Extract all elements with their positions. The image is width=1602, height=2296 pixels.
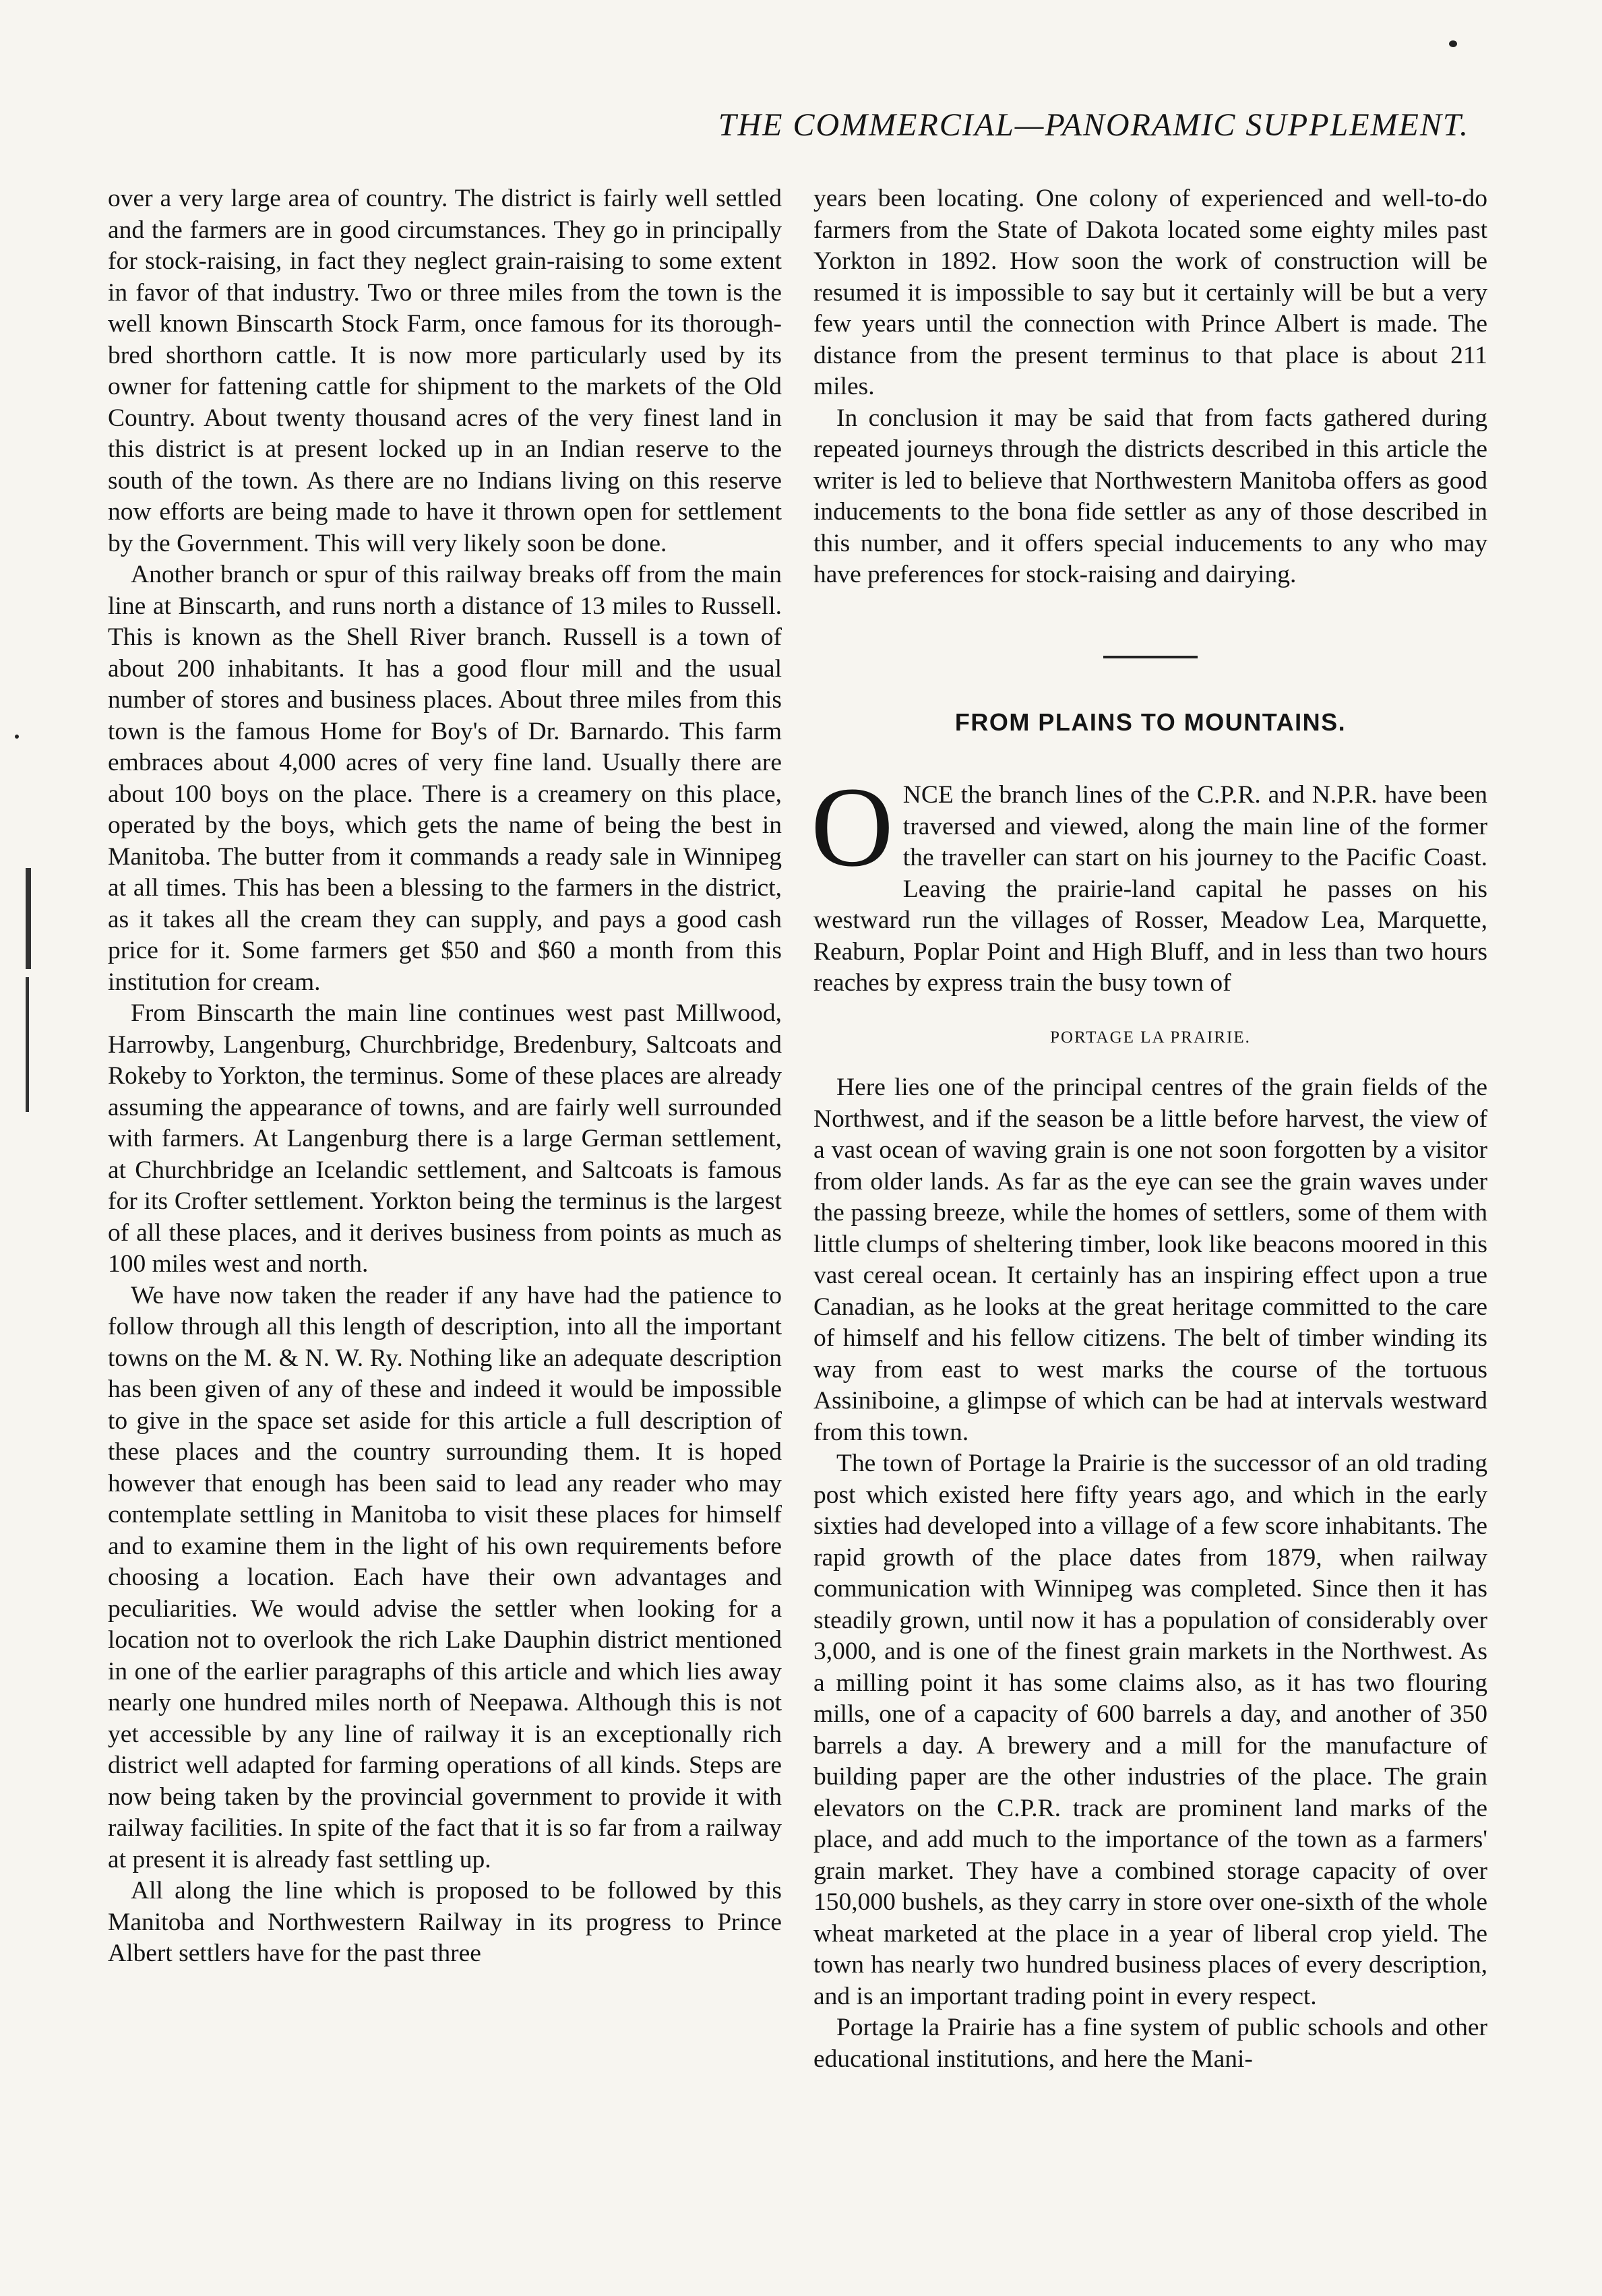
section-title: FROM PLAINS TO MOUNTAINS. — [954, 708, 1347, 736]
paragraph: years been locating. One colony of experienced and well-to-do farmers from the State of Dakota located some eighty miles past Yorkton in 1892. How soon the work of construction will be resumed it is impossible to say but it certainly will be but a very few years until the connection with Prince Albert is made. The distance from the present terminus to that place is about 211 miles. — [813, 185, 1487, 400]
intro-paragraph — [811, 764, 1487, 999]
ink-speck — [1449, 40, 1457, 47]
paragraph: We have now taken the reader if any have had the patience to follow through all this length of description, into all the important towns on the M. & N. W. Ry. Nothing like an adequate description has been given of any of these and indeed it would be impossible to give in the space set aside for this article a full description of these places and the country surrounding them. It is hoped however that enough has been said to lead any reader who may contemplate settling in Manitoba to visit these places for himself and to examine them in the light of his own requirements before choosing a location. Each have their own advantages and peculiarities. We would advise the settler when looking for a location not to overlook the rich Lake Dauphin district mentioned in one of the earlier paragraphs of this article and which lies away nearly one hundred miles north of Neepawa. Although this is not yet accessible by any line of railway it is an exceptionally rich district well adapted for farming operations of all kinds. Steps are now being taken by the provincial government to provide it with railway facilities. In spite of the fact that it is so far from a railway at present it is already fast settling up. — [108, 1281, 782, 1873]
paragraph: Another branch or spur of this railway breaks off from the main line at Binscarth, and runs north a distance of 13 miles to Russell. This is known as the Shell River branch. Russell is a town of about 200 inhabitants. It has a good flour mill and the usual number of stores and business places. About three miles from this town is the famous Home for Boy's of Dr. Barnardo. This farm embraces about 4,000 acres of very fine land. Usually there are about 100 boys on the place. There is a creamery on this place, operated by the boys, which gets the name of being the best in Manitoba. The butter from it commands a ready sale in Winnipeg at all times. This has been a blessing to the farmers in the district, as it takes all the cream they can supply, and pays a good cash price for it. Some farmers get $50 and $60 a month from this institution for cream. — [108, 561, 782, 996]
paragraph: over a very large area of country. The district is fairly well settled and the farmers are in good circumstances. They go in principally for stock-raising, in fact they neglect grain-raising to some extent in favor of that industry. Two or three miles from the town is the well known Binscarth Stock Farm, once famous for its thorough-bred shorthorn cattle. It is now more particularly used by its owner for fattening cattle for shipment to the markets of the Old Country. About twenty thousand acres of the very finest land in this district is at present locked up in an Indian reserve to the south of the town. As there are no Indians living on this reserve now efforts are being made to have it thrown open for settlement by the Government. This will very likely soon be done. — [108, 185, 782, 557]
running-head: THE COMMERCIAL—PANORAMIC SUPPLEMENT. — [718, 107, 1469, 143]
ink-speck — [15, 735, 19, 739]
subhead: PORTAGE LA PRAIRIE. — [1050, 1028, 1251, 1047]
right-column — [813, 183, 1487, 2075]
section-divider — [1103, 656, 1198, 658]
paragraph: Portage la Prairie has a fine system of public schools and other educational institutions, and here the Mani- — [813, 2014, 1487, 2073]
margin-scan-mark — [26, 868, 31, 969]
paragraph: In conclusion it may be said that from facts gathered during repeated journeys through the districts described in this article the writer is led to believe that Northwestern Manitoba offers as good inducements to the bona fide settler as any of those described in this number, and it offers special inducements to any who may have preferences for stock-raising and dairying. — [813, 404, 1487, 588]
margin-scan-mark — [26, 977, 29, 1112]
drop-cap: O — [811, 764, 894, 890]
left-column — [108, 183, 782, 1970]
paragraph: The town of Portage la Prairie is the successor of an old trading post which existed here fifty years ago, and which in the early sixties had developed into a village of a few score inhabitants. The rapid growth of the place dates from 1879, when railway communication with Winnipeg was completed. Since then it has steadily grown, until now it has a population of considerably over 3,000, and is one of the finest grain markets in the Northwest. As a milling point it has some claims also, as it has two flouring mills, one of a capacity of 600 barrels a day, and another of 350 barrels a day. A brewery and a mill for the manufacture of building paper are the other industries of the place. The grain elevators on the C.P.R. track are prominent land marks of the place, and add much to the importance of the town as a farmers' grain market. They have a combined storage capacity of over 150,000 bushels, as they carry in store over one-sixth of the whole wheat marketed at the place in a year of liberal crop yield. The town has nearly two hundred business places of every description, and is an important trading point in every respect. — [813, 1450, 1487, 2010]
paragraph: From Binscarth the main line continues west past Millwood, Harrowby, Langenburg, Churchbridge, Bredenbury, Saltcoats and Rokeby to Yorkton, the terminus. Some of these places are already assuming the appearance of towns, and are fairly well surrounded with farmers. At Langenburg there is a large German settlement, at Churchbridge an Icelandic settlement, and Saltcoats is famous for its Crofter settlement. Yorkton being the terminus is the largest of all these places, and it derives business from points as much as 100 miles west and north. — [108, 999, 782, 1278]
paragraph: Here lies one of the principal centres of the grain fields of the Northwest, and if the season be a little before harvest, the view of a vast ocean of waving grain is one not soon forgotten by a visitor from older lands. As far as the eye can see the grain waves under the passing breeze, while the homes of settlers, some of them with little clumps of sheltering timber, look like beacons moored in this vast cereal ocean. It certainly has an inspiring effect upon a true Canadian, as he looks at the great heritage committed to the care of himself and his fellow citizens. The belt of timber winding its way from east to west marks the course of the tortuous Assiniboine, a glimpse of which can be had at intervals westward from this town. — [813, 1074, 1487, 1446]
paragraph: All along the line which is proposed to be followed by this Manitoba and Northwestern Railway in its progress to Prince Albert settlers have for the past three — [108, 1877, 782, 1967]
intro-paragraph-text: NCE the branch lines of the C.P.R. and N.P.R. have been traversed and viewed, along the main line of the former the traveller can start on his journey to the Pacific Coast. Leaving the prairie-land capital he passes on his westward run the villages of Rosser, Meadow Lea, Marquette, Reaburn, Poplar Point and High Bluff, and in less than two hours reaches by express train the busy town of — [813, 781, 1487, 997]
